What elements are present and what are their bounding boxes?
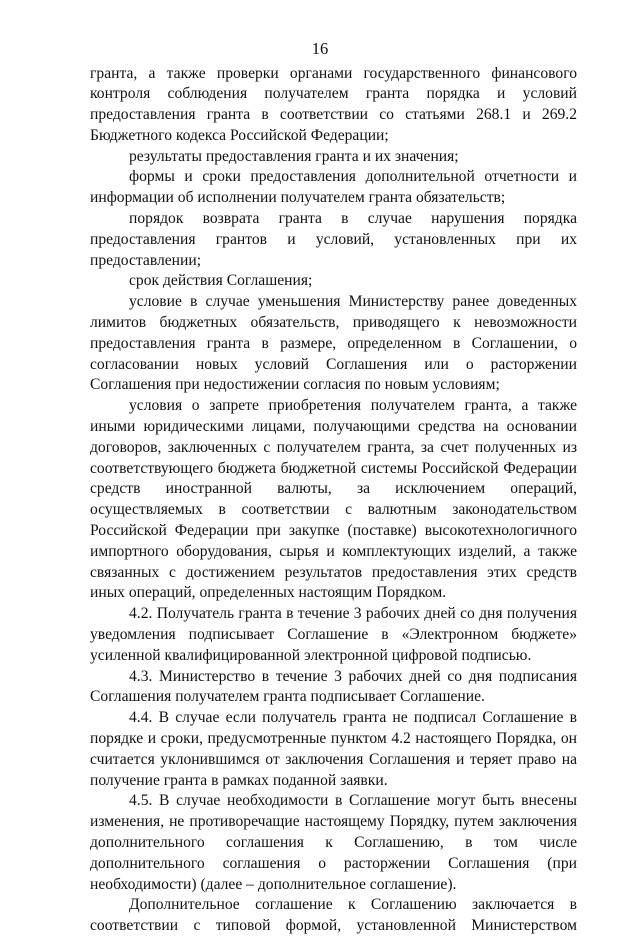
paragraph-agreement-term: срок действия Соглашения;	[129, 272, 313, 290]
paragraph-section-4-3: 4.3. Министерство в течение 3 рабочих дней со дня подписания Соглашения получателем гранта подписывает Соглашение.	[90, 667, 577, 706]
paragraph-section-4-4: 4.4. В случае если получатель гранта не подписал Соглашение в порядке и сроки, предусмотренные пунктом 4.2 настоящего Порядка, он считается уклонившимся от заключения Соглашения и теряет право на получение гранта в рамках поданной заявки.	[90, 709, 577, 789]
paragraph-section-4-2: 4.2. Получатель гранта в течение 3 рабочих дней со дня получения уведомления подписывает Соглашение в «Электронном бюджете» усиленной квалифицированной электронной цифровой подписью.	[90, 605, 577, 664]
page-number: 16	[311, 39, 329, 58]
paragraph-section-4-5: 4.5. В случае необходимости в Соглашение могут быть внесены изменения, не противоречащие настоящему Порядку, путем заключения дополнительного соглашения к Соглашению, в том числе дополнительного соглашения о расторжении Соглашения (при необходимости) (далее – дополнительное соглашение).	[90, 792, 577, 893]
paragraph-budget-reduction: условие в случае уменьшения Министерству ранее доведенных лимитов бюджетных обязательств, приводящего к невозможности предоставления гранта в размере, определенном в Соглашении, о согласовании новых условий Соглашения или о расторжении Соглашения при недостижении согласия по новым условиям;	[90, 293, 577, 394]
paragraph-grant-return: порядок возврата гранта в случае нарушения порядка предоставления грантов и условий, установленных при их предоставлении;	[90, 210, 577, 269]
document-body	[90, 64, 577, 937]
paragraph-additional-agreement: Дополнительное соглашение к Соглашению заключается в соответствии с типовой формой, установленной Министерством	[90, 896, 577, 935]
paragraph-currency-ban: условия о запрете приобретения получателем гранта, а также иными юридическими лицами, получающими средства на основании договоров, заключенных с получателем гранта, за счет полученных из соответствующего бюджета бюджетной системы Российской Федерации средств иностранной валюты, за исключением операций, осуществляемых в соответствии с валютным законодательством Российской Федерации при закупке (поставке) высокотехнологичного импортного оборудования, сырья и комплектующих изделий, а также связанных с достижением результатов предоставления этих средств иных операций, определенных настоящим Порядком.	[90, 397, 577, 602]
paragraph-reporting-forms: формы и сроки предоставления дополнительной отчетности и информации об исполнении получателем гранта обязательств;	[90, 168, 577, 207]
paragraph-grant-results: результаты предоставления гранта и их значения;	[129, 147, 459, 165]
paragraph-grant-control: гранта, а также проверки органами государственного финансового контроля соблюдения получателем гранта порядка и условий предоставления гранта в соответствии со статьями 268.1 и 269.2 Бюджетного кодекса Российской Федерации;	[90, 64, 577, 144]
